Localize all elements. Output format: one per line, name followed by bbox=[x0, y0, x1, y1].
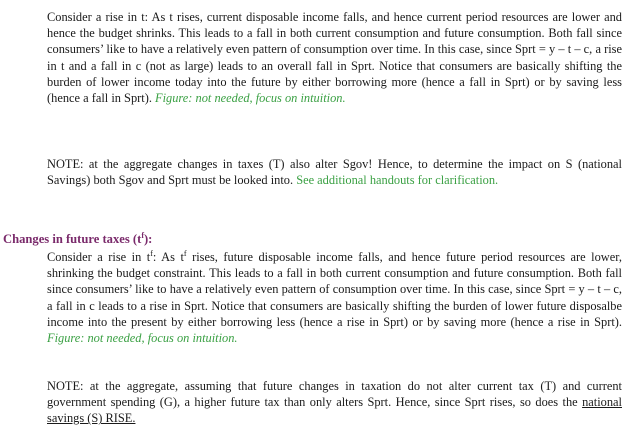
national-savings-rise: national savings (S) RISE. bbox=[47, 395, 622, 426]
heading-suffix: ): bbox=[143, 232, 153, 246]
note-text: NOTE: at the aggregate, assuming that future changes in taxation do not alter current tax (T) and current government spending (G), a higher future tax than only alters Sprt. Hence, since Sprt rises, so does the bbox=[47, 379, 622, 410]
handouts-note: See additional handouts for clarification. bbox=[296, 173, 499, 188]
note-text: NOTE: at the aggregate changes in taxes (T) also alter Sgov! Hence, to determine the impact on S (national Savings) both Sgov and Sprt must be looked into. bbox=[47, 157, 622, 188]
heading-superscript: f bbox=[141, 230, 144, 240]
superscript-f: f bbox=[183, 248, 187, 258]
heading-text: Changes in future taxes (t bbox=[3, 232, 142, 246]
note-aggregate-future-taxes bbox=[47, 378, 622, 427]
note-aggregate-taxes bbox=[47, 156, 622, 188]
section-heading-future-taxes bbox=[3, 231, 152, 247]
paragraph-future-tax-rise bbox=[47, 249, 622, 346]
figure-note: Figure: not needed, focus on intuition. bbox=[155, 91, 346, 106]
superscript-f: f bbox=[150, 248, 153, 258]
figure-note: Figure: not needed, focus on intuition. bbox=[47, 331, 238, 346]
paragraph-text-part2: : As t bbox=[152, 250, 184, 264]
paragraph-text-part1: Consider a rise in t bbox=[47, 250, 151, 264]
paragraph-current-tax-rise bbox=[47, 9, 622, 106]
paragraph-text-part3: rises, future disposable income falls, and hence future period resources are lower, shrinking the budget constraint. This leads to a fall in both current consumption and future consumption. Both fall since consumers’ like to have a relatively even pattern of consumption over time. In this case, since Sprt = y – t – c, a fall in c leads to a rise in Sprt. Notice that consumers are basically shifting the burden of lower future disposalbe income into the present by either borrowing less (hence a rise in Sprt) or by saving more (hence a rise in Sprt). bbox=[47, 250, 622, 329]
paragraph-text: Consider a rise in t: As t rises, current disposable income falls, and hence current period resources are lower and hence the budget shrinks. This leads to a fall in both current consumption and future consumption. Both fall since consumers’ like to have a relatively even pattern of consumption over time. In this case, since Sprt = y – t – c, a rise in t and a fall in c (not as large) leads to an overall fall in Sprt. Notice that consumers are basically shifting the burden of lower income today into the future by either borrowing more (hence a fall in Sprt) or by saving less (hence a fall in Sprt). bbox=[47, 10, 622, 106]
